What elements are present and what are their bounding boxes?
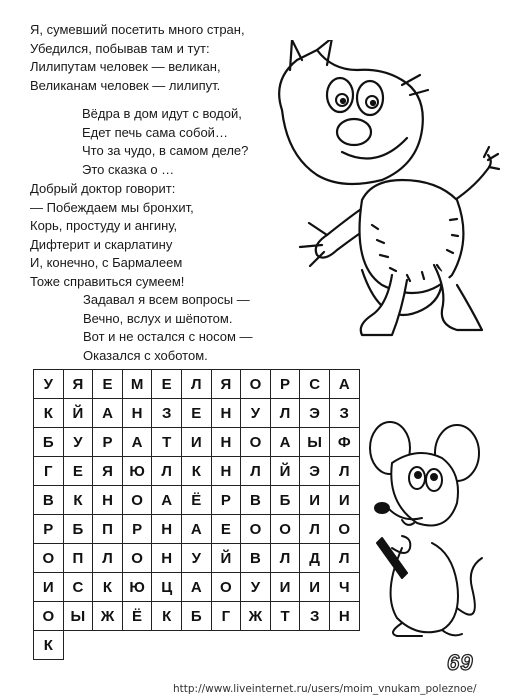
poem-elephant [83, 291, 253, 365]
grid-cell[interactable]: Э [300, 399, 330, 428]
grid-cell[interactable]: Т [271, 602, 301, 631]
grid-cell[interactable]: Л [300, 515, 330, 544]
grid-cell[interactable]: З [330, 399, 360, 428]
grid-cell[interactable]: О [330, 515, 360, 544]
grid-cell[interactable]: И [34, 573, 64, 602]
grid-cell[interactable]: Т [152, 428, 182, 457]
grid-cell[interactable]: С [64, 573, 94, 602]
mouse-illustration [362, 408, 492, 638]
grid-cell[interactable]: Н [212, 457, 242, 486]
grid-cell[interactable]: У [34, 370, 64, 399]
grid-cell[interactable]: Р [34, 515, 64, 544]
grid-cell[interactable]: О [34, 602, 64, 631]
grid-cell[interactable]: А [123, 428, 153, 457]
grid-cell[interactable]: К [93, 573, 123, 602]
grid-cell[interactable]: К [182, 457, 212, 486]
poem-line: Корь, простуду и ангину, [30, 218, 178, 233]
grid-cell[interactable]: Р [123, 515, 153, 544]
grid-cell[interactable]: У [182, 544, 212, 573]
grid-cell[interactable]: Й [64, 399, 94, 428]
grid-cell[interactable]: Л [241, 457, 271, 486]
grid-cell[interactable]: Н [212, 399, 242, 428]
grid-cell[interactable]: Л [93, 544, 123, 573]
grid-cell[interactable]: О [241, 428, 271, 457]
poem-gulliver [30, 21, 245, 95]
grid-cell[interactable]: В [34, 486, 64, 515]
grid-cell[interactable]: О [212, 573, 242, 602]
poem-line: Убедился, побывав там и тут: [30, 40, 210, 56]
grid-cell[interactable]: И [300, 486, 330, 515]
grid-cell[interactable]: А [93, 399, 123, 428]
grid-cell[interactable]: О [123, 544, 153, 573]
grid-cell[interactable]: Г [212, 602, 242, 631]
poem-line: Это сказка о … [82, 161, 175, 177]
poem-aibolit [30, 180, 194, 291]
grid-cell[interactable]: Я [212, 370, 242, 399]
grid-cell[interactable]: Н [330, 602, 360, 631]
source-url[interactable]: http://www.liveinternet.ru/users/moim_vnukam_poleznoe/ [173, 683, 477, 695]
grid-cell[interactable]: К [64, 486, 94, 515]
cat-illustration [262, 40, 502, 340]
grid-cell[interactable]: К [34, 631, 64, 660]
poem-line: Я, сумевший посетить много стран, [30, 22, 245, 37]
grid-cell[interactable]: Э [300, 457, 330, 486]
poem-line: Оказался с хоботом. [83, 347, 208, 363]
grid-cell[interactable]: Е [212, 515, 242, 544]
grid-cell[interactable]: С [300, 370, 330, 399]
word-search-grid [33, 369, 360, 660]
grid-cell[interactable]: Я [93, 457, 123, 486]
grid-cell[interactable]: Ю [123, 457, 153, 486]
poem-line: Вот и не остался с носом — [83, 329, 253, 344]
grid-cell[interactable]: О [241, 515, 271, 544]
grid-cell[interactable]: У [64, 428, 94, 457]
grid-cell[interactable]: У [241, 399, 271, 428]
grid-cell[interactable]: Н [212, 428, 242, 457]
grid-cell[interactable]: Ж [93, 602, 123, 631]
grid-cell[interactable]: А [330, 370, 360, 399]
grid-cell[interactable]: Б [182, 602, 212, 631]
grid-cell[interactable]: П [64, 544, 94, 573]
grid-cell[interactable]: Р [212, 486, 242, 515]
grid-cell[interactable]: Й [271, 457, 301, 486]
grid-cell[interactable]: О [34, 544, 64, 573]
grid-cell[interactable]: П [93, 515, 123, 544]
grid-cell[interactable]: Л [271, 399, 301, 428]
poem-line: Тоже справиться сумеем! [30, 273, 185, 289]
grid-cell[interactable]: Б [271, 486, 301, 515]
grid-cell[interactable]: М [123, 370, 153, 399]
grid-cell[interactable]: Я [64, 370, 94, 399]
grid-cell[interactable]: О [123, 486, 153, 515]
grid-cell[interactable]: Ж [241, 602, 271, 631]
grid-cell[interactable]: И [330, 486, 360, 515]
poem-line: И, конечно, с Бармалеем [30, 255, 183, 270]
grid-cell[interactable]: А [152, 486, 182, 515]
poem-emelya [82, 105, 248, 179]
grid-cell[interactable]: Й [212, 544, 242, 573]
grid-cell[interactable]: Р [93, 428, 123, 457]
grid-cell[interactable]: Е [64, 457, 94, 486]
grid-cell[interactable]: З [300, 602, 330, 631]
grid-cell[interactable]: Л [152, 457, 182, 486]
grid-cell[interactable]: Ё [182, 486, 212, 515]
grid-cell[interactable]: А [271, 428, 301, 457]
grid-cell[interactable]: В [241, 486, 271, 515]
grid-cell[interactable]: Ё [123, 602, 153, 631]
grid-cell[interactable]: О [241, 370, 271, 399]
grid-cell[interactable]: Е [182, 399, 212, 428]
grid-cell[interactable]: Ы [300, 428, 330, 457]
grid-cell[interactable]: Б [34, 428, 64, 457]
grid-cell[interactable]: Н [152, 544, 182, 573]
grid-cell[interactable]: Г [34, 457, 64, 486]
grid-cell[interactable]: К [34, 399, 64, 428]
grid-cell[interactable]: Ф [330, 428, 360, 457]
grid-cell[interactable]: И [300, 573, 330, 602]
grid-cell[interactable]: В [241, 544, 271, 573]
grid-cell[interactable]: И [271, 573, 301, 602]
grid-cell[interactable]: Л [330, 457, 360, 486]
grid-cell[interactable]: А [182, 515, 212, 544]
poem-line: Вёдра в дом идут с водой, [82, 106, 242, 121]
grid-cell[interactable]: Н [93, 486, 123, 515]
page-number: 69 [447, 650, 474, 675]
poem-line: Задавал я всем вопросы — [83, 292, 250, 307]
grid-cell[interactable]: Ц [152, 573, 182, 602]
grid-cell[interactable]: Ч [330, 573, 360, 602]
poem-line: Добрый доктор говорит: [30, 181, 176, 196]
grid-cell[interactable]: Ю [123, 573, 153, 602]
grid-cell[interactable]: Д [300, 544, 330, 573]
grid-cell[interactable]: Л [182, 370, 212, 399]
poem-line: Дифтерит и скарлатину [30, 236, 173, 252]
grid-cell[interactable]: О [271, 515, 301, 544]
poem-line: — Побеждаем мы бронхит, [30, 199, 194, 215]
grid-cell[interactable]: К [152, 602, 182, 631]
grid-cell[interactable]: Н [152, 515, 182, 544]
poem-line: Лилипутам человек — великан, [30, 59, 221, 74]
poem-line: Вечно, вслух и шёпотом. [83, 310, 233, 326]
grid-cell[interactable]: А [182, 573, 212, 602]
grid-cell[interactable]: Л [330, 544, 360, 573]
grid-cell[interactable]: Е [93, 370, 123, 399]
grid-cell[interactable]: Б [64, 515, 94, 544]
grid-cell[interactable]: Л [271, 544, 301, 573]
grid-cell[interactable]: З [152, 399, 182, 428]
poem-line: Едет печь сама собой… [82, 124, 228, 140]
poem-line: Великанам человек — лилипут. [30, 77, 221, 93]
grid-cell[interactable]: Р [271, 370, 301, 399]
grid-cell[interactable]: Ы [64, 602, 94, 631]
grid-cell[interactable]: Е [152, 370, 182, 399]
poem-line: Что за чудо, в самом деле? [82, 143, 249, 158]
grid-cell[interactable]: И [182, 428, 212, 457]
grid-cell[interactable]: У [241, 573, 271, 602]
grid-cell[interactable]: Н [123, 399, 153, 428]
